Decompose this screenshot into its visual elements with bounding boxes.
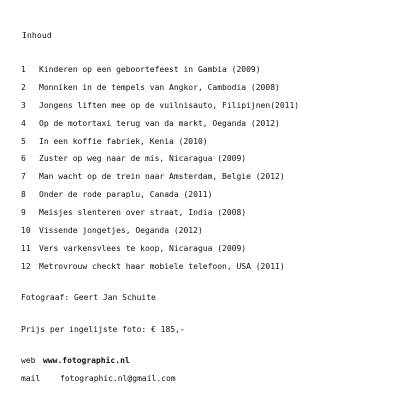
web-line bbox=[21, 356, 130, 365]
item-caption: Kinderen op een geboortefeest in Gambia (2009) bbox=[39, 65, 261, 74]
item-caption: Jongens liften mee op de vuilnisauto, Filipijnen(2011) bbox=[39, 100, 300, 110]
list-item bbox=[21, 83, 299, 101]
contents-list bbox=[21, 65, 299, 280]
price-line: Prijs per ingelijste foto: € 185,- bbox=[21, 325, 185, 334]
item-caption: Op de motortaxi terug van da markt, Oeganda (2012) bbox=[39, 118, 280, 128]
item-caption: Onder de rode paraplu, Canada (2011) bbox=[39, 190, 213, 200]
item-number: 10 bbox=[21, 226, 31, 236]
item-caption: Vissende jongetjes, Oeganda (2012) bbox=[39, 226, 203, 236]
item-number: 8 bbox=[21, 190, 26, 200]
web-link[interactable]: www.fotographic.nl bbox=[43, 356, 130, 365]
item-number: 4 bbox=[21, 118, 26, 128]
list-item bbox=[21, 154, 299, 172]
web-label: web bbox=[21, 356, 36, 365]
mail-link[interactable]: fotographic.nl@gmail.com bbox=[60, 374, 176, 383]
item-number: 9 bbox=[21, 208, 26, 218]
list-item bbox=[21, 262, 299, 280]
item-number: 5 bbox=[21, 136, 26, 146]
list-item bbox=[21, 119, 299, 137]
mail-line bbox=[21, 374, 176, 383]
item-caption: In een koffie fabriek, Kenia (2010) bbox=[39, 136, 208, 146]
list-item bbox=[21, 226, 299, 244]
item-number: 6 bbox=[21, 154, 26, 164]
item-number: 2 bbox=[21, 82, 26, 92]
item-caption: Man wacht op de trein naar Amsterdam, Belgie (2012) bbox=[39, 172, 285, 182]
item-caption: Monniken in de tempels van Angkor, Cambodia (2008) bbox=[39, 82, 280, 92]
photographer-credit: Fotograaf: Geert Jan Schuite bbox=[21, 293, 156, 302]
list-item bbox=[21, 190, 299, 208]
list-item bbox=[21, 172, 299, 190]
item-number: 11 bbox=[21, 243, 31, 253]
list-item bbox=[21, 208, 299, 226]
item-caption: Metrovrouw checkt haar mobiele telefoon, USA (2011) bbox=[39, 261, 285, 271]
item-caption: Meisjes slenteren over straat, India (2008) bbox=[39, 208, 247, 218]
page-heading: Inhoud bbox=[22, 31, 52, 40]
list-item bbox=[21, 65, 299, 83]
item-number: 7 bbox=[21, 172, 26, 182]
list-item bbox=[21, 137, 299, 155]
item-number: 1 bbox=[21, 65, 26, 74]
item-number: 12 bbox=[21, 261, 31, 271]
list-item bbox=[21, 244, 299, 262]
item-caption: Zuster op weg naar de mis, Nicaragua (2009) bbox=[39, 154, 247, 164]
mail-label: mail bbox=[21, 374, 41, 383]
list-item bbox=[21, 101, 299, 119]
item-caption: Vers varkensvlees te koop, Nicaragua (2009) bbox=[39, 243, 247, 253]
item-number: 3 bbox=[21, 100, 26, 110]
